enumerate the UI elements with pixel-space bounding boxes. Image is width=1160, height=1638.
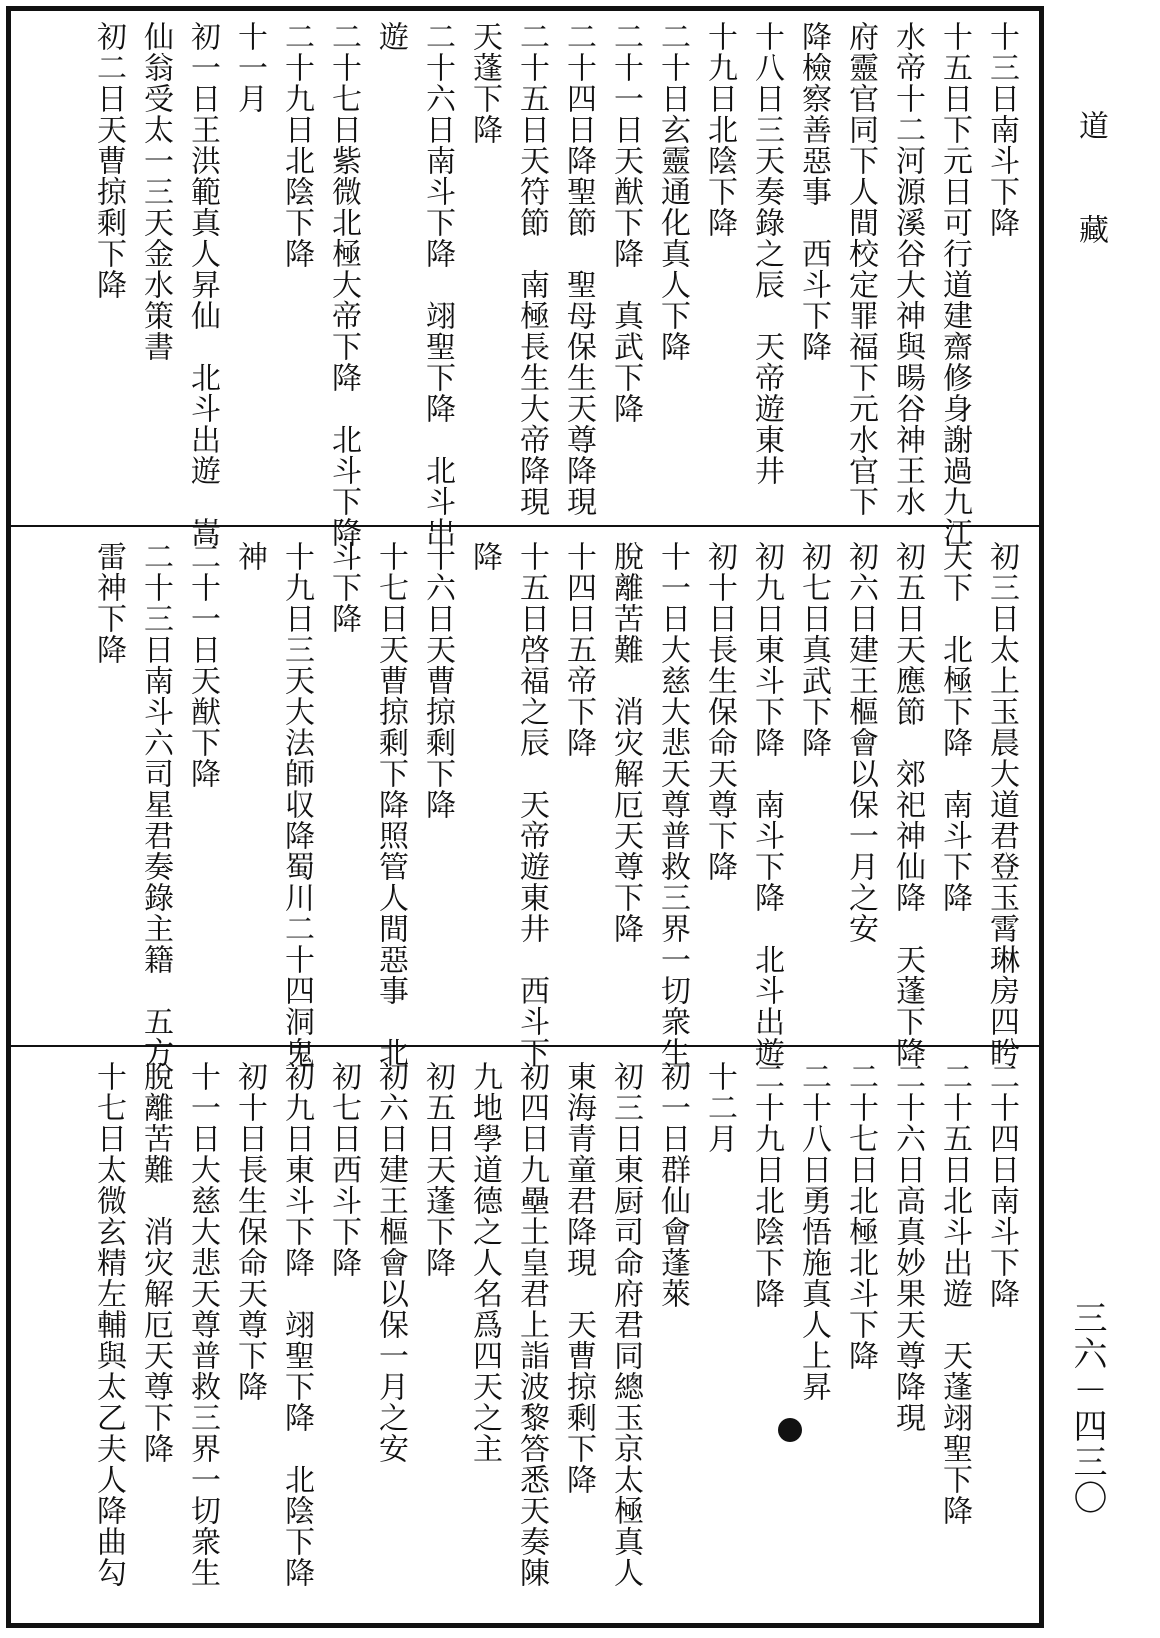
text-column: 仙翁受太一三天金水策書 — [138, 21, 173, 362]
text-column: 府靈官同下人間校定罪福下元水官下 — [843, 21, 878, 517]
text-column: 初十日長生保命天尊下降 — [702, 541, 737, 882]
text-column: 二十四日南斗下降 — [984, 1061, 1019, 1309]
text-column: 二十六日南斗下降 翊聖下降 北斗出 — [420, 21, 455, 548]
panel-top — [11, 11, 1039, 548]
text-column: 二十三日南斗六司星君奏錄主籍 五方 — [138, 541, 173, 1068]
text-column: 遊 — [373, 21, 408, 52]
text-column: 二十四日降聖節 聖母保生天尊降現 — [561, 21, 596, 517]
text-column: 十一日大慈大悲天尊普救三界一切衆生 — [655, 541, 690, 1068]
panel-divider — [11, 525, 1039, 527]
text-column: 九地學道德之人名爲四天之主 — [467, 1061, 502, 1464]
text-column: 十六日天曹掠剩下降 — [420, 541, 455, 820]
text-column: 二十五日北斗出遊 天蓬翊聖下降 — [937, 1061, 972, 1526]
text-column: 初六日建王樞會以保一月之安 — [373, 1061, 408, 1464]
text-column: 水帝十二河源溪谷大神與暘谷神王水 — [890, 21, 925, 517]
text-column: 二十八日勇悟施真人上昇 — [796, 1061, 831, 1402]
panel-bottom — [11, 1051, 1039, 1617]
panel-columns — [11, 531, 1039, 1068]
text-column: 十三日南斗下降 — [984, 21, 1019, 238]
page-number: 三六－四三〇 — [1067, 1300, 1107, 1516]
text-column: 脫離苦難 消灾解厄天尊下降 — [608, 541, 643, 944]
text-column: 降 — [467, 541, 502, 572]
panel-columns — [11, 11, 1039, 548]
text-column: 脫離苦難 消灾解厄天尊下降 — [138, 1061, 173, 1464]
text-column: 初九日東斗下降 南斗下降 北斗出遊 — [749, 541, 784, 1068]
text-column: 二十五日天符節 南極長生大帝降現 — [514, 21, 549, 517]
text-column: 十七日太微玄精左輔與太乙夫人降曲勾 — [91, 1061, 126, 1588]
text-column: 初七日真武下降 — [796, 541, 831, 758]
text-column: 十二月 — [702, 1061, 737, 1154]
text-column: 二十日玄靈通化真人下降 — [655, 21, 690, 362]
text-column: 十八日三天奏錄之辰 天帝遊東井 — [749, 21, 784, 486]
text-column: 十五日下元日可行道建齋修身謝過九江 — [937, 21, 972, 548]
text-column: 十四日五帝下降 — [561, 541, 596, 758]
text-column: 十一日大慈大悲天尊普救三界一切衆生 — [185, 1061, 220, 1588]
text-column: 神 — [232, 541, 267, 572]
margin-title: 道藏 — [1073, 110, 1108, 318]
text-column: 天下 北極下降 南斗下降 — [937, 541, 972, 913]
text-column: 二十一日天猷下降 真武下降 — [608, 21, 643, 424]
text-column: 二十一日天猷下降 — [185, 541, 220, 789]
text-column: 初三日太上玉晨大道君登玉霄琳房四盻 — [984, 541, 1019, 1068]
text-column: 初一日群仙會蓬萊 — [655, 1061, 690, 1309]
text-column: 二十九日北陰下降 — [279, 21, 314, 269]
text-column: 初六日建王樞會以保一月之安 — [843, 541, 878, 944]
text-column: 初二日天曹掠剩下降 — [91, 21, 126, 300]
text-column: 十七日天曹掠剩下降照管人間惡事 北 — [373, 541, 408, 1068]
text-column: 二十九日北陰下降 — [749, 1061, 784, 1309]
text-column: 十九日三天大法師収降蜀川二十四洞鬼 — [279, 541, 314, 1068]
text-column: 初四日九壘土皇君上詣波黎答悉天奏陳 — [514, 1061, 549, 1588]
text-column: 東海青童君降現 天曹掠剩下降 — [561, 1061, 596, 1495]
text-column: 初十日長生保命天尊下降 — [232, 1061, 267, 1402]
text-column: 初九日東斗下降 翊聖下降 北陰下降 — [279, 1061, 314, 1588]
text-column: 十一月 — [232, 21, 267, 114]
text-column: 十五日啓福之辰 天帝遊東井 西斗下 — [514, 541, 549, 1068]
text-column: 初五日天蓬下降 — [420, 1061, 455, 1278]
text-column: 天蓬下降 — [467, 21, 502, 145]
text-column: 二十七日北極北斗下降 — [843, 1061, 878, 1371]
panel-divider — [11, 1045, 1039, 1047]
text-column: 二十六日高真妙果天尊降現 — [890, 1061, 925, 1433]
text-column: 降檢察善惡事 西斗下降 — [796, 21, 831, 362]
panel-columns — [11, 1051, 1039, 1617]
text-column: 初五日天應節 郊祀神仙降 天蓬下降 — [890, 541, 925, 1068]
text-column: 初七日西斗下降 — [326, 1061, 361, 1278]
seal-mark — [778, 1418, 802, 1442]
text-column: 初一日王洪範真人昇仙 北斗出遊 嵩 — [185, 21, 220, 548]
text-column: 二十七日紫微北極大帝下降 北斗下降 — [326, 21, 361, 548]
text-column: 十九日北陰下降 — [702, 21, 737, 238]
text-column: 雷神下降 — [91, 541, 126, 665]
panel-middle — [11, 531, 1039, 1068]
text-column: 斗下降 — [326, 541, 361, 634]
text-column: 初三日東厨司命府君同總玉京太極真人 — [608, 1061, 643, 1588]
